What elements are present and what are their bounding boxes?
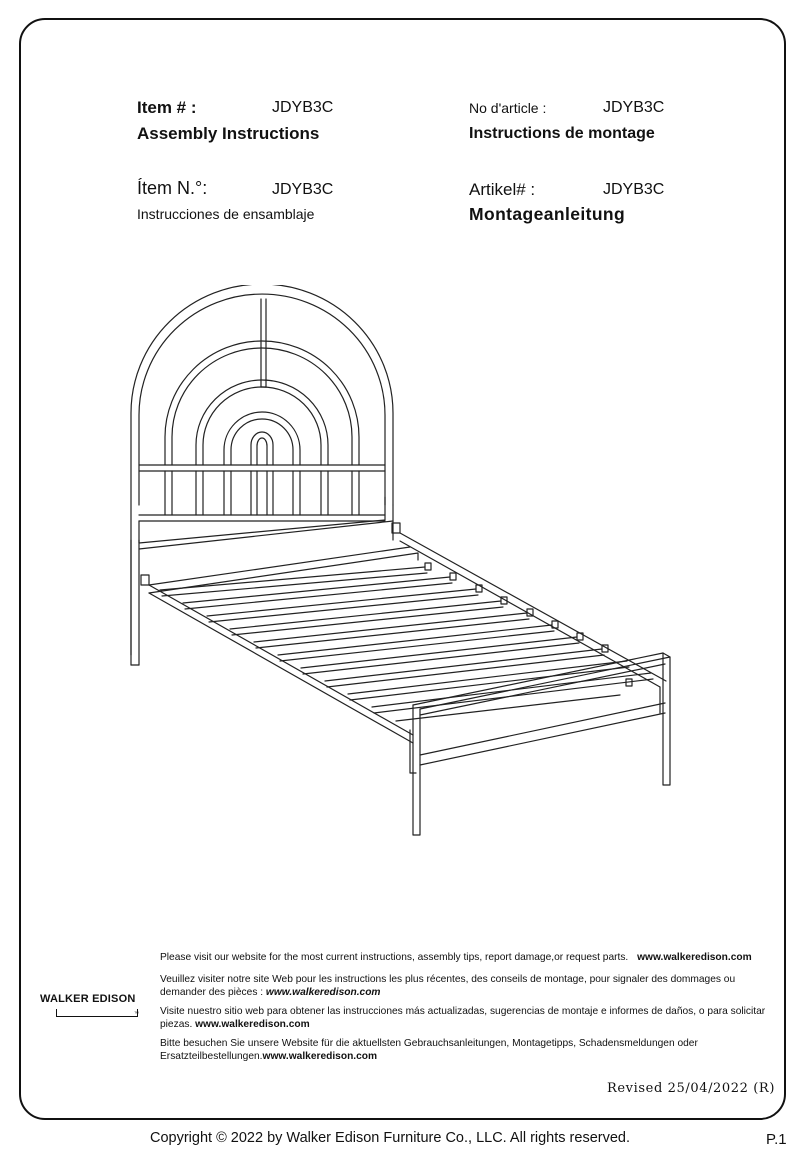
title-de: Montageanleitung [469,204,626,224]
item-label-en: Item # : [137,98,197,117]
walker-edison-logo [40,985,140,1017]
info-en [160,952,766,965]
item-code-de: JDYB3C [603,181,665,198]
info-en-url[interactable]: www.walkeredison.com [637,952,752,963]
logo-tm: ™ [134,1011,139,1017]
title-en: Assembly Instructions [137,124,320,143]
info-es-text: Visite nuestro sitio web para obtener las instrucciones más actualizadas, sugerencias de montaje e informes de daños, o para solicitar piezas. [160,1006,766,1030]
info-fr-url[interactable]: www.walkeredison.com [265,986,381,998]
logo-text: WALKER EDISON [40,993,136,1005]
bed-frame-icon [120,285,680,845]
title-fr: Instructions de montage [469,125,655,142]
info-de-url[interactable]: www.walkeredison.com [262,1050,378,1062]
revised-date: Revised 25/04/2022 (R) [607,1081,775,1096]
info-es-url[interactable]: www.walkeredison.com [195,1018,310,1030]
info-es [160,1006,766,1031]
item-code-es: JDYB3C [272,181,334,198]
item-code-fr: JDYB3C [603,99,665,116]
logo-underline [56,1009,138,1017]
title-es: Instrucciones de ensamblaje [137,206,315,222]
item-label-es: Ítem N.°: [137,178,208,198]
page-number: P.1 [766,1131,787,1148]
item-label-de: Artikel# : [469,180,536,199]
info-de-text: Bitte besuchen Sie unsere Website für die aktuellsten Gebrauchsanleitungen, Montagetipps, Schadensmeldungen oder Ersatzteilbestellungen. [160,1038,698,1062]
info-de [160,1038,766,1063]
copyright-text: Copyright © 2022 by Walker Edison Furniture Co., LLC. All rights reserved. [150,1130,630,1146]
info-en-text: Please visit our website for the most current instructions, assembly tips, report damage,or request parts. [160,952,629,963]
item-code-en: JDYB3C [272,99,334,116]
item-label-fr: No d'article : [469,100,547,116]
info-fr [160,974,766,999]
info-fr-text: Veuillez visiter notre site Web pour les instructions les plus récentes, des conseils de montage, pour signaler des dommages ou demander des pièces : [160,974,736,998]
